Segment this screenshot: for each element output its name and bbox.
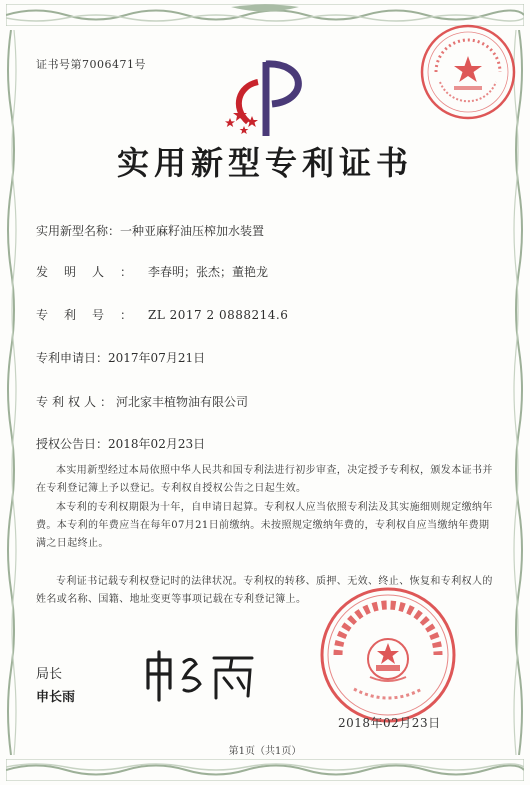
- ornamental-border-bottom: [6, 759, 524, 781]
- body-paragraph: 本专利的专利权期限为十年，自申请日起算。专利权人应当依照专利法及其实施细则规定缴纳年费。本专利的年费应当在每年07月21日前缴纳。未按照规定缴纳年费的，专利权自应当缴纳年费期满之日起终止。: [36, 502, 493, 549]
- field-inventor: [36, 263, 268, 280]
- handwritten-signature: [140, 648, 260, 704]
- field-patent-number: [36, 306, 288, 323]
- certificate-title: 实用新型专利证书: [116, 144, 413, 182]
- field-value: 2017年07月21日: [108, 351, 206, 365]
- field-grant-date: [36, 435, 205, 452]
- field-label: 专利号：: [36, 308, 149, 322]
- certificate-number: 证书号第7006471号: [36, 58, 146, 71]
- body-paragraph: 本实用新型经过本局依照中华人民共和国专利法进行初步审查，决定授予专利权，颁发本证书并在专利登记簿上予以登记。专利权自授权公告之日起生效。: [36, 465, 493, 494]
- field-patentee: [36, 393, 248, 410]
- national-ip-office-seal-stamp: [318, 585, 458, 725]
- field-label: 专利申请日：: [36, 351, 109, 365]
- field-label: 专利权人：: [36, 395, 117, 409]
- field-value: 2018年02月23日: [108, 437, 206, 451]
- signer-title: 局长: [36, 667, 63, 682]
- agency-seal-stamp: [418, 22, 518, 122]
- field-value: 李春明；张杰；董艳龙: [148, 265, 269, 279]
- page-number: 第1页（共1页）: [228, 746, 302, 757]
- body-paragraph: 专利证书记载专利权登记时的法律状况。专利权的转移、质押、无效、终止、恢复和专利权人的姓名或名称、国籍、地址变更等事项记载在专利登记簿上。: [36, 576, 493, 605]
- field-utility-model-name: [36, 222, 264, 239]
- field-filing-date: [36, 349, 205, 366]
- signer-name: 申长雨: [36, 690, 76, 705]
- field-label: 实用新型名称：: [36, 224, 121, 238]
- field-value: 河北家丰植物油有限公司: [116, 395, 249, 409]
- patent-office-logo-icon: [218, 56, 318, 140]
- field-value: 一种亚麻籽油压榨加水装置: [120, 224, 265, 238]
- field-label: 发明人：: [36, 265, 149, 279]
- seal-date: 2018年02月23日: [338, 716, 441, 730]
- field-value: ZL 2017 2 0888214.6: [148, 308, 289, 322]
- field-label: 授权公告日：: [36, 437, 109, 451]
